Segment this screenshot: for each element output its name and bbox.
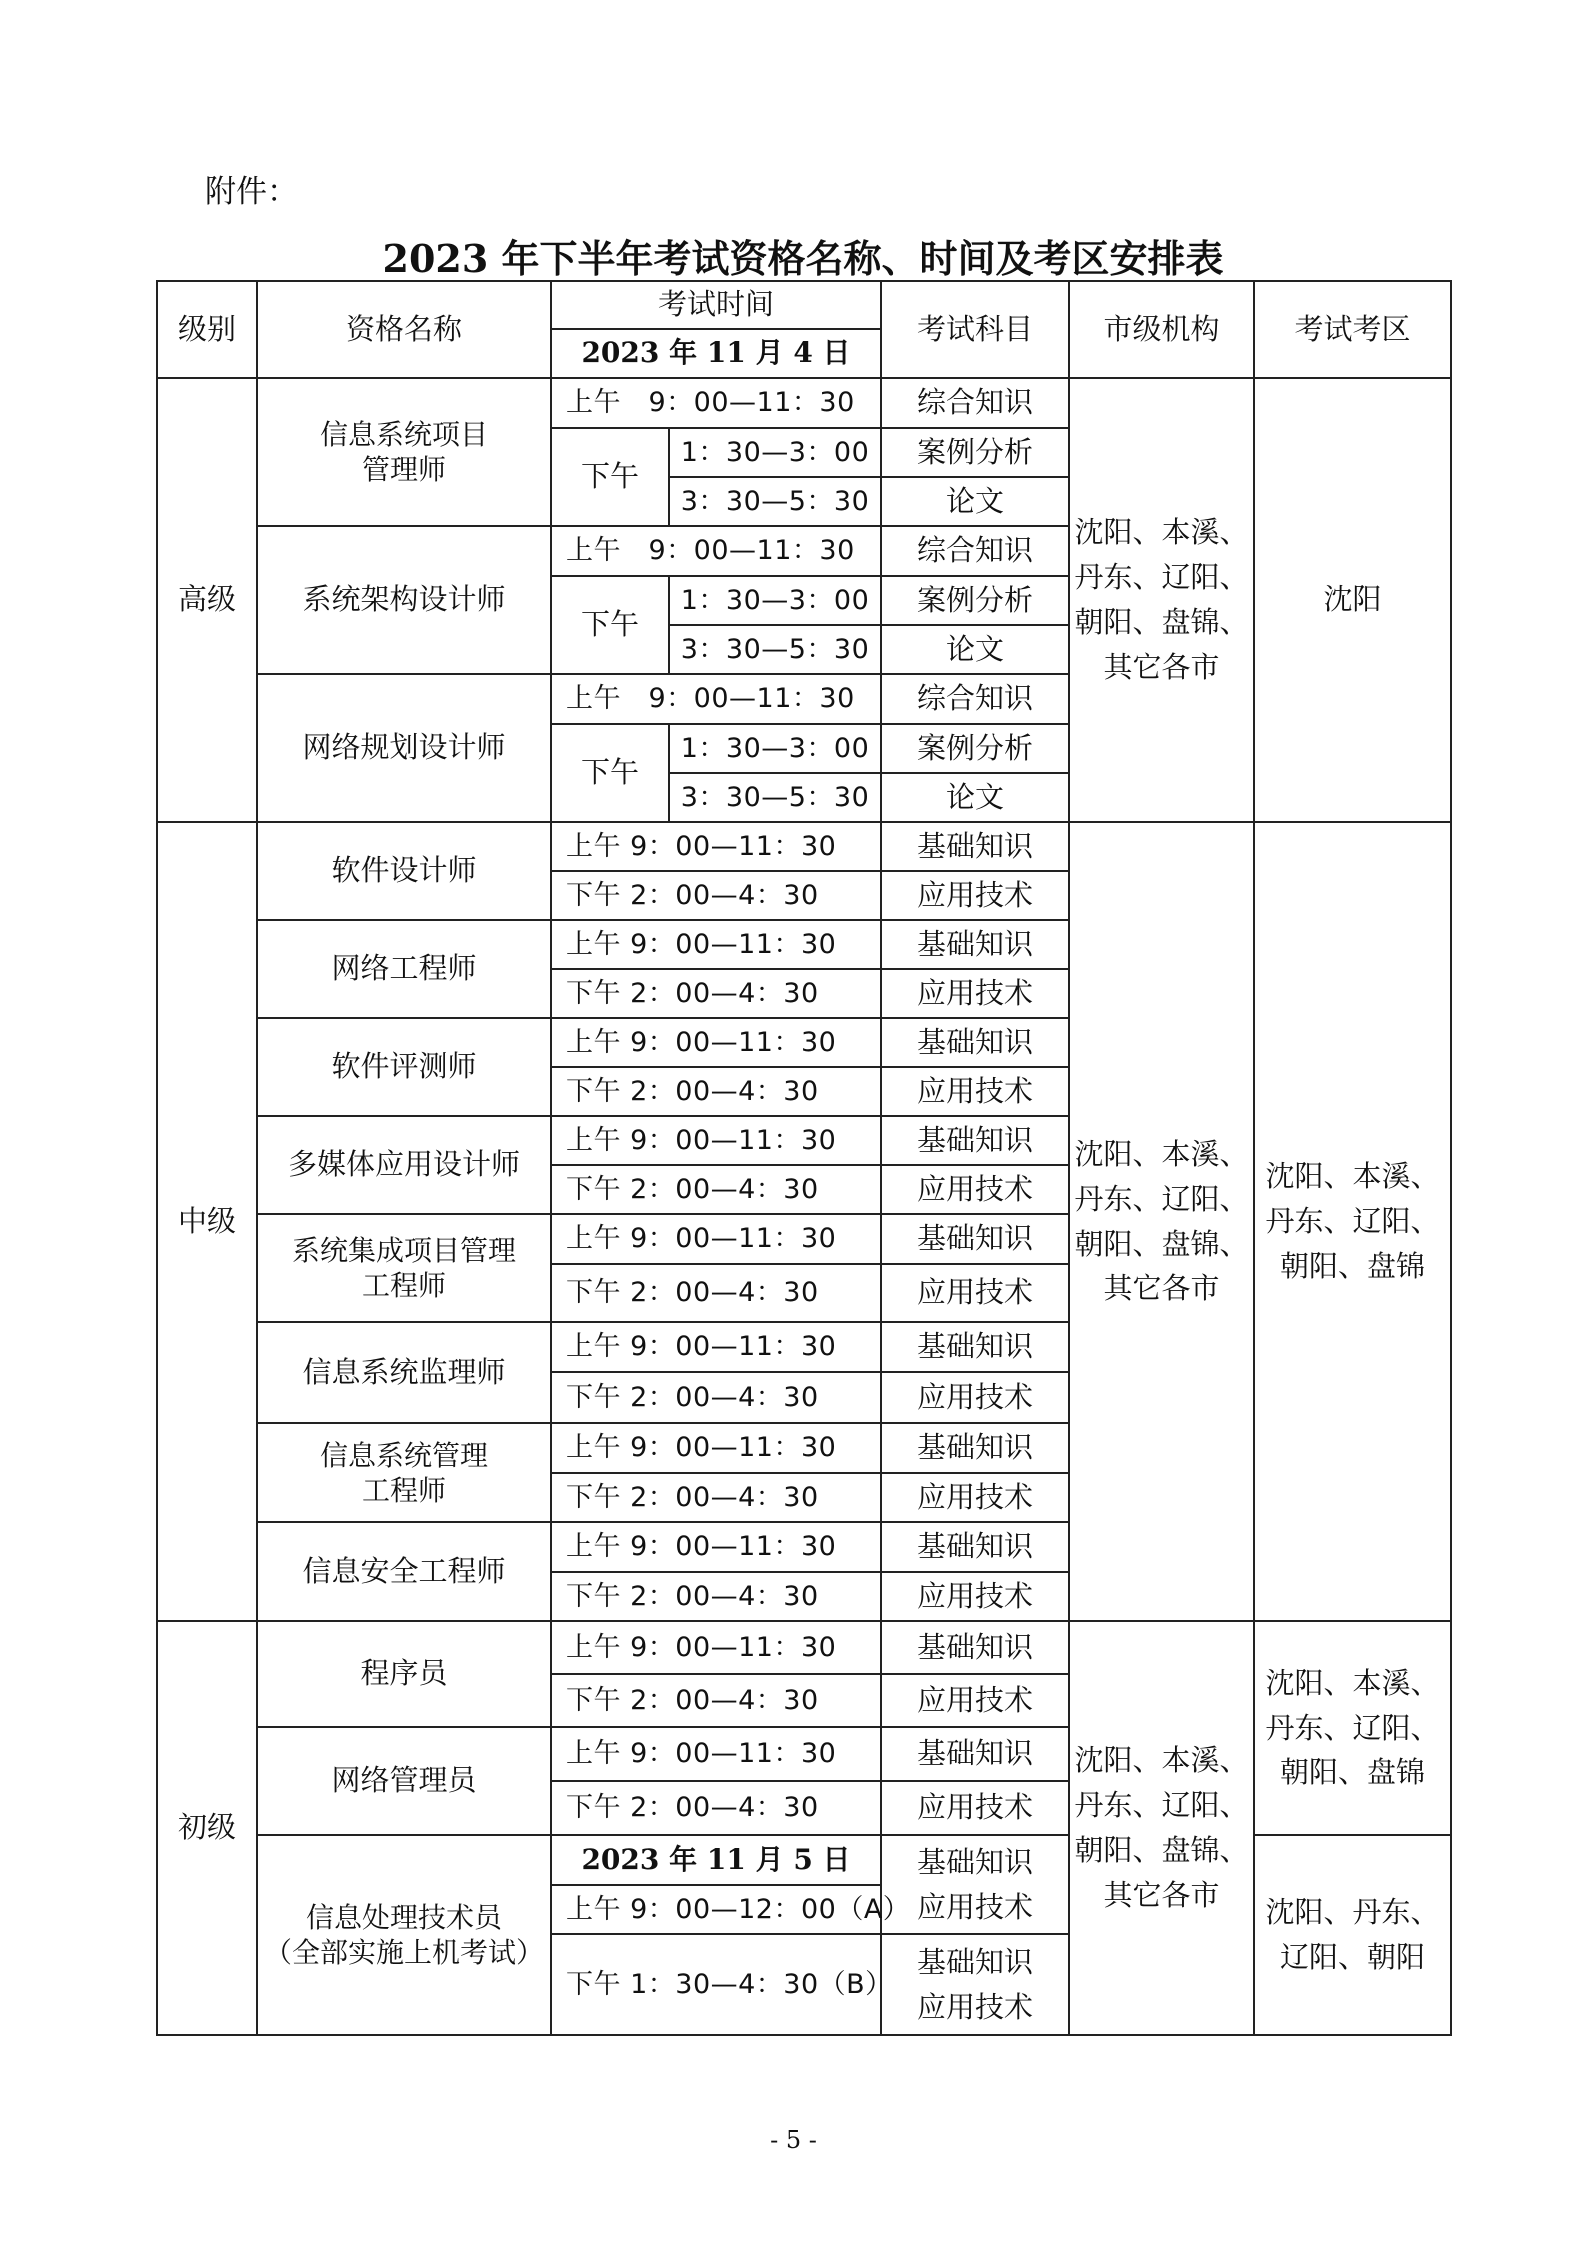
exam-subject: 案例分析 — [881, 724, 1069, 773]
exam-subject: 基础知识 — [881, 1018, 1069, 1067]
qualification-name: 信息安全工程师 — [257, 1522, 551, 1621]
exam-time-am: 上午 9：00—11：30 — [551, 378, 881, 428]
org-cities-middle: 沈阳、本溪、 丹东、辽阳、 朝阳、盘锦、 其它各市 — [1069, 822, 1254, 1621]
exam-time-am: 上午 9：00—11：30 — [551, 526, 881, 576]
document-title: 2023 年下半年考试资格名称、时间及考区安排表 — [382, 236, 1224, 281]
exam-time-am: 上午 9：00—11：30 — [551, 1621, 881, 1674]
exam-subject: 基础知识 — [881, 1522, 1069, 1572]
header-level: 级别 — [157, 281, 257, 378]
exam-subject: 论文 — [881, 625, 1069, 674]
exam-time-pm2: 3：30—5：30 — [669, 625, 881, 674]
exam-time-pm: 下午 2：00—4：30 — [551, 871, 881, 920]
exam-time-pm: 下午 2：00—4：30 — [551, 1165, 881, 1214]
exam-subject: 基础知识 — [881, 920, 1069, 969]
exam-time-am: 上午 9：00—11：30 — [551, 1322, 881, 1372]
header-exam-time: 考试时间 — [551, 281, 881, 329]
header-qualification: 资格名称 — [257, 281, 551, 378]
qualification-name: 信息系统监理师 — [257, 1322, 551, 1423]
pm-label: 下午 — [551, 576, 669, 674]
pm-label: 下午 — [551, 724, 669, 822]
exam-subject: 基础知识 — [881, 1727, 1069, 1781]
exam-time-pm: 下午 2：00—4：30 — [551, 1473, 881, 1522]
exam-time-b: 下午 1：30—4：30（B） — [551, 1934, 881, 2035]
attachment-label: 附件： — [205, 174, 298, 210]
org-cities-senior: 沈阳、本溪、 丹东、辽阳、 朝阳、盘锦、 其它各市 — [1069, 378, 1254, 822]
qualification-name: 软件设计师 — [257, 822, 551, 920]
exam-time-am: 上午 9：00—11：30 — [551, 920, 881, 969]
exam-time-pm: 下午 2：00—4：30 — [551, 1372, 881, 1423]
exam-subject: 基础知识 — [881, 1116, 1069, 1165]
exam-time-pm: 下午 2：00—4：30 — [551, 1572, 881, 1621]
qualification-name: 多媒体应用设计师 — [257, 1116, 551, 1214]
exam-time-pm2: 3：30—5：30 — [669, 477, 881, 526]
exam-time-am: 上午 9：00—11：30 — [551, 822, 881, 871]
exam-subject: 基础知识 — [881, 1214, 1069, 1264]
exam-time-am: 上午 9：00—11：30 — [551, 1522, 881, 1572]
qualification-name: 系统集成项目管理 工程师 — [257, 1214, 551, 1322]
exam-time-pm: 下午 2：00—4：30 — [551, 969, 881, 1018]
exam-subject: 应用技术 — [881, 871, 1069, 920]
exam-time-pm: 下午 2：00—4：30 — [551, 1264, 881, 1322]
exam-subject-b: 基础知识 应用技术 — [881, 1934, 1069, 2035]
exam-subject: 案例分析 — [881, 576, 1069, 625]
exam-subject: 应用技术 — [881, 1264, 1069, 1322]
exam-time-pm2: 3：30—5：30 — [669, 773, 881, 822]
exam-subject: 应用技术 — [881, 969, 1069, 1018]
exam-time-am: 上午 9：00—11：30 — [551, 1018, 881, 1067]
qualification-name: 信息系统项目 管理师 — [257, 378, 551, 526]
exam-subject: 基础知识 — [881, 1621, 1069, 1674]
exam-schedule-table — [156, 280, 1452, 2036]
page-number: - 5 - — [770, 2126, 817, 2154]
exam-time-am: 上午 9：00—11：30 — [551, 674, 881, 724]
exam-time-pm: 下午 2：00—4：30 — [551, 1674, 881, 1727]
exam-subject: 综合知识 — [881, 674, 1069, 724]
exam-time-pm1: 1：30—3：00 — [669, 724, 881, 773]
header-org: 市级机构 — [1069, 281, 1254, 378]
exam-time-am: 上午 9：00—11：30 — [551, 1116, 881, 1165]
exam-subject: 基础知识 — [881, 822, 1069, 871]
exam-time-am: 上午 9：00—11：30 — [551, 1423, 881, 1473]
exam-date-2: 2023 年 11 月 5 日 — [551, 1835, 881, 1885]
exam-subject: 基础知识 — [881, 1423, 1069, 1473]
exam-time-pm1: 1：30—3：00 — [669, 428, 881, 477]
area-cities-tech: 沈阳、丹东、 辽阳、朝阳 — [1254, 1835, 1451, 2035]
qualification-name: 系统架构设计师 — [257, 526, 551, 674]
exam-time-pm1: 1：30—3：00 — [669, 576, 881, 625]
qualification-name: 网络规划设计师 — [257, 674, 551, 822]
exam-time-pm: 下午 2：00—4：30 — [551, 1067, 881, 1116]
exam-time-a: 上午 9：00—12：00（A） — [551, 1885, 881, 1934]
exam-subject: 论文 — [881, 477, 1069, 526]
exam-time-pm: 下午 2：00—4：30 — [551, 1781, 881, 1835]
exam-subject: 综合知识 — [881, 526, 1069, 576]
exam-time-am: 上午 9：00—11：30 — [551, 1727, 881, 1781]
org-cities-junior: 沈阳、本溪、 丹东、辽阳、 朝阳、盘锦、 其它各市 — [1069, 1621, 1254, 2035]
header-exam-date: 2023 年 11 月 4 日 — [551, 329, 881, 378]
level-junior: 初级 — [157, 1621, 257, 2035]
exam-subject: 综合知识 — [881, 378, 1069, 428]
exam-subject: 论文 — [881, 773, 1069, 822]
level-senior: 高级 — [157, 378, 257, 822]
level-middle: 中级 — [157, 822, 257, 1621]
area-cities-middle: 沈阳、本溪、 丹东、辽阳、 朝阳、盘锦 — [1254, 822, 1451, 1621]
qualification-name: 程序员 — [257, 1621, 551, 1727]
exam-subject: 案例分析 — [881, 428, 1069, 477]
exam-time-am: 上午 9：00—11：30 — [551, 1214, 881, 1264]
exam-subject: 应用技术 — [881, 1372, 1069, 1423]
header-subject: 考试科目 — [881, 281, 1069, 378]
exam-subject: 应用技术 — [881, 1781, 1069, 1835]
exam-subject: 应用技术 — [881, 1473, 1069, 1522]
qualification-name: 信息处理技术员 （全部实施上机考试） — [257, 1835, 551, 2035]
header-area: 考试考区 — [1254, 281, 1451, 378]
qualification-name: 网络管理员 — [257, 1727, 551, 1835]
exam-subject-a: 基础知识 应用技术 — [881, 1835, 1069, 1934]
exam-subject: 应用技术 — [881, 1674, 1069, 1727]
area-cities-senior: 沈阳 — [1254, 378, 1451, 822]
area-cities-junior: 沈阳、本溪、 丹东、辽阳、 朝阳、盘锦 — [1254, 1621, 1451, 1835]
pm-label: 下午 — [551, 428, 669, 526]
exam-subject: 应用技术 — [881, 1165, 1069, 1214]
qualification-name: 网络工程师 — [257, 920, 551, 1018]
qualification-name: 信息系统管理 工程师 — [257, 1423, 551, 1522]
exam-subject: 应用技术 — [881, 1572, 1069, 1621]
exam-subject: 应用技术 — [881, 1067, 1069, 1116]
exam-subject: 基础知识 — [881, 1322, 1069, 1372]
qualification-name: 软件评测师 — [257, 1018, 551, 1116]
